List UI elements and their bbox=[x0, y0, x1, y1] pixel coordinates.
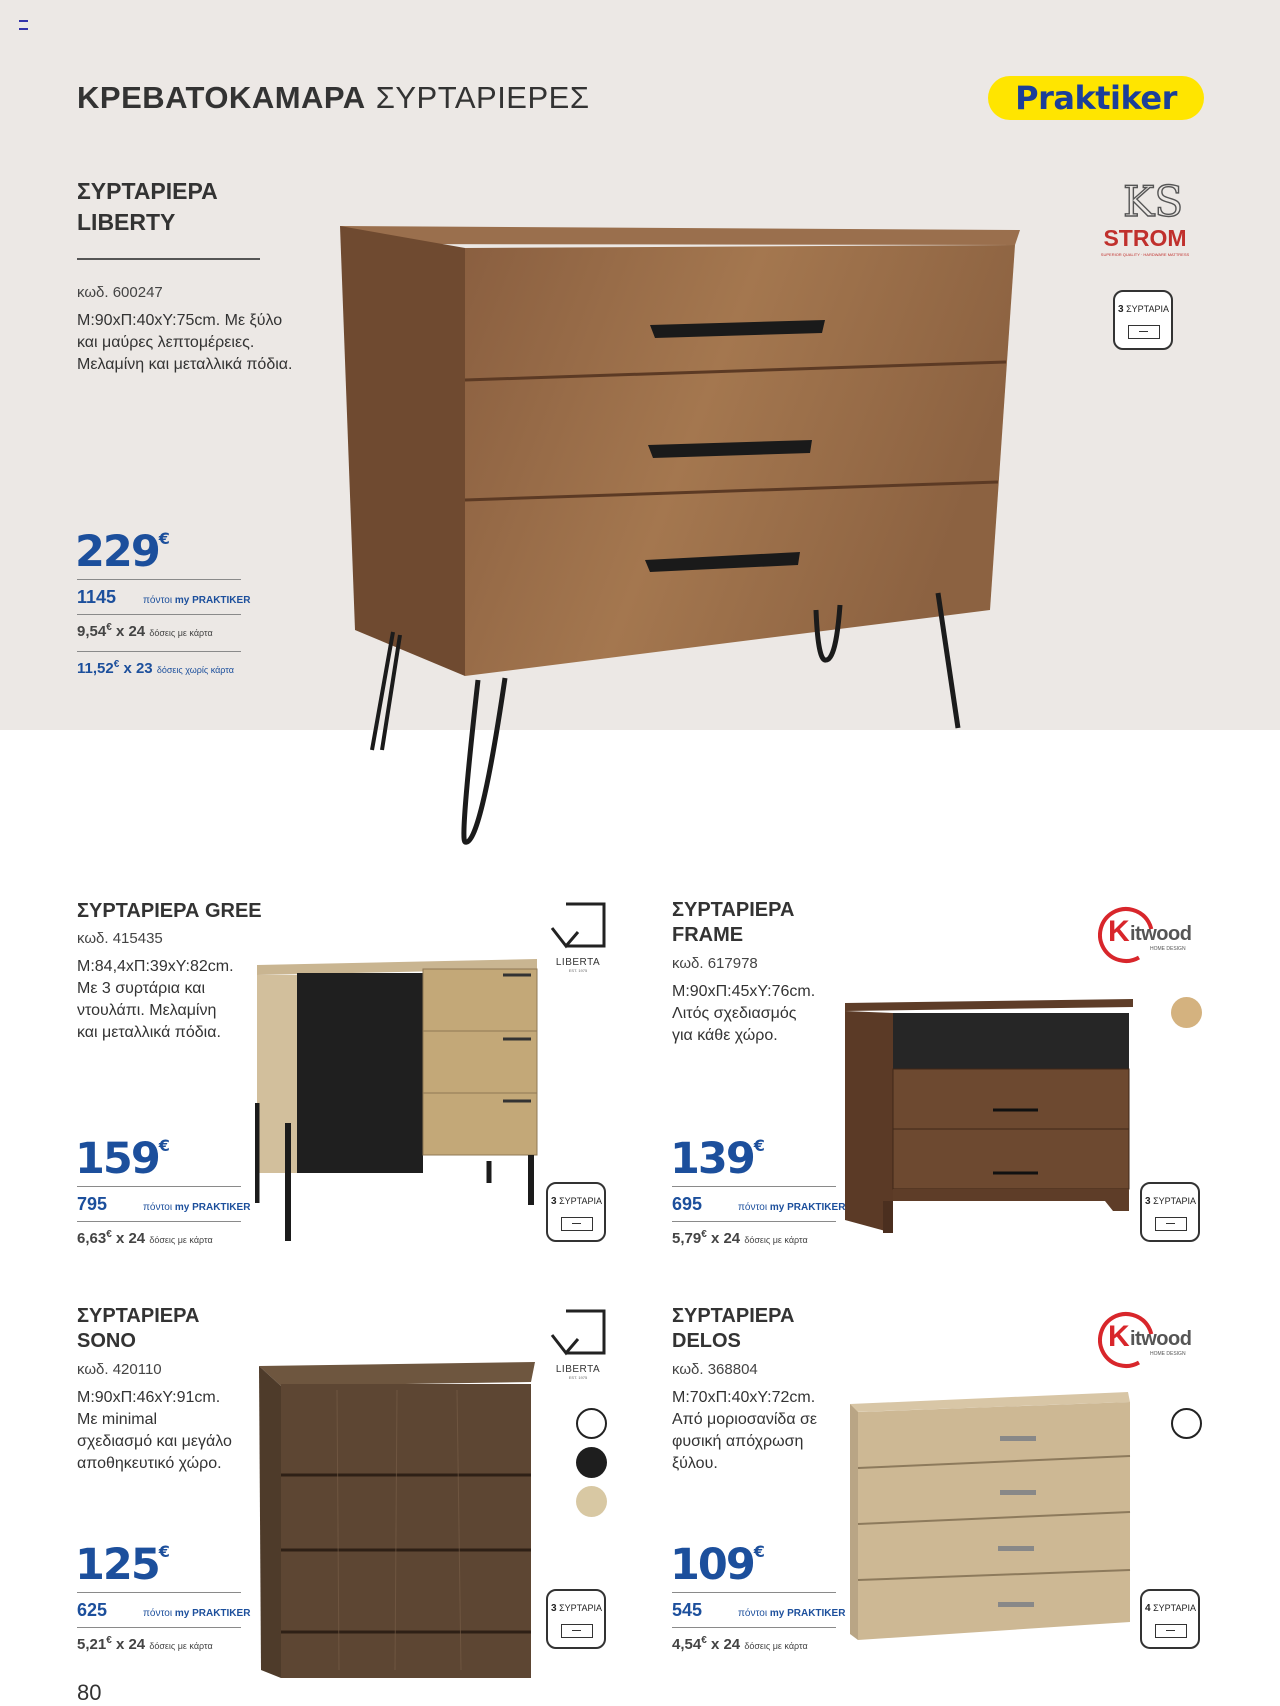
kitwood-logo: K itwood HOME DESIGN bbox=[1098, 905, 1208, 965]
product-title: ΣΥΡΤΑΡΙΕΡΑ LIBERTY bbox=[77, 178, 218, 236]
color-swatch-white[interactable] bbox=[576, 1408, 607, 1439]
praktiker-logo: Praktiker bbox=[988, 76, 1204, 120]
product-title: ΣΥΡΤΑΡΙΕΡΑ GREE bbox=[77, 900, 262, 922]
points-divider bbox=[672, 1221, 836, 1222]
product-code: κωδ. 600247 bbox=[77, 284, 163, 301]
installment-with-card: 4,54€ x 24 δόσεις με κάρτα bbox=[672, 1635, 808, 1653]
drawer-count-badge: 4 ΣΥΡΤΑΡΙΑ bbox=[1140, 1589, 1200, 1649]
strom-logo: KS STROM SUPERIOR QUALITY · HARDWARE MATTRESS bbox=[1080, 178, 1210, 258]
product-description: Μ:90xΠ:46xΥ:91cm. Με minimal σχεδιασμό και μεγάλο αποθηκευτικό χώρο. bbox=[77, 1389, 232, 1473]
liberta-mark-icon bbox=[548, 1307, 608, 1359]
points-divider bbox=[77, 1221, 241, 1222]
product-title: ΣΥΡΤΑΡΙΕΡΑ FRAME bbox=[672, 899, 795, 946]
product-description: Μ:90xΠ:40xΥ:75cm. Με ξύλο και μαύρες λεπτομέρειες. Μελαμίνη και μεταλλικά πόδια. bbox=[77, 312, 293, 374]
price-divider bbox=[77, 579, 241, 580]
points-divider bbox=[672, 1627, 836, 1628]
product-image-sono bbox=[257, 1360, 537, 1680]
section-title: ΚΡΕΒΑΤΟΚΑΜΑΡΑ bbox=[77, 80, 366, 115]
points-row: 1145 πόντοι my PRAKTIKER bbox=[77, 587, 251, 607]
drawer-icon bbox=[1128, 325, 1160, 339]
drawer-icon bbox=[561, 1217, 593, 1231]
menu-icon[interactable] bbox=[19, 20, 28, 30]
liberta-logo: LIBERTA EST. 1975 bbox=[548, 900, 608, 972]
points-row: 795 πόντοι my PRAKTIKER bbox=[77, 1194, 251, 1214]
drawer-count-badge: 3 ΣΥΡΤΑΡΙΑ bbox=[1140, 1182, 1200, 1242]
title-divider bbox=[77, 258, 260, 260]
installment-with-card: 9,54€ x 24 δόσεις με κάρτα bbox=[77, 622, 213, 640]
drawer-icon bbox=[1155, 1217, 1187, 1231]
product-code: κωδ. 368804 bbox=[672, 1361, 758, 1378]
installment-divider bbox=[77, 651, 241, 652]
points-row: 695 πόντοι my PRAKTIKER bbox=[672, 1194, 846, 1214]
product-code: κωδ. 617978 bbox=[672, 955, 758, 972]
color-swatch-oak[interactable] bbox=[1171, 997, 1202, 1028]
svg-text:KS: KS bbox=[1123, 178, 1184, 222]
kitwood-logo: K itwood HOME DESIGN bbox=[1098, 1310, 1208, 1370]
product-description: Μ:90xΠ:45xΥ:76cm. Λιτός σχεδιασμός για κάθε χώρο. bbox=[672, 983, 816, 1045]
price-divider bbox=[77, 1186, 241, 1187]
product-price: 139€ bbox=[670, 1134, 765, 1184]
drawer-icon bbox=[1155, 1624, 1187, 1638]
points-divider bbox=[77, 614, 241, 615]
product-price: 229€ bbox=[75, 527, 170, 577]
subsection-title: ΣΥΡΤΑΡΙΕΡΕΣ bbox=[375, 80, 590, 115]
product-code: κωδ. 415435 bbox=[77, 930, 163, 947]
strom-monogram-icon bbox=[1080, 178, 1210, 222]
product-price: 159€ bbox=[75, 1134, 170, 1184]
product-image-gree bbox=[255, 955, 545, 1245]
installment-without-card: 11,52€ x 23 δόσεις χωρίς κάρτα bbox=[77, 659, 234, 677]
product-description: Μ:84,4xΠ:39xΥ:82cm. Με 3 συρτάρια και ντουλάπι. Μελαμίνη και μεταλλικά πόδια. bbox=[77, 958, 234, 1042]
price-divider bbox=[672, 1592, 836, 1593]
installment-with-card: 5,21€ x 24 δόσεις με κάρτα bbox=[77, 1635, 213, 1653]
product-title: ΣΥΡΤΑΡΙΕΡΑ SONO bbox=[77, 1305, 200, 1352]
product-image-liberty bbox=[330, 200, 1030, 850]
liberta-mark-icon bbox=[548, 900, 608, 952]
installment-with-card: 5,79€ x 24 δόσεις με κάρτα bbox=[672, 1229, 808, 1247]
drawer-count-badge: 3 ΣΥΡΤΑΡΙΑ bbox=[546, 1589, 606, 1649]
price-divider bbox=[672, 1186, 836, 1187]
points-row: 545 πόντοι my PRAKTIKER bbox=[672, 1600, 846, 1620]
product-code: κωδ. 420110 bbox=[77, 1361, 162, 1378]
product-price: 109€ bbox=[670, 1540, 765, 1590]
color-swatch-white[interactable] bbox=[1171, 1408, 1202, 1439]
points-divider bbox=[77, 1627, 241, 1628]
drawer-count-badge: 3 ΣΥΡΤΑΡΙΑ bbox=[546, 1182, 606, 1242]
product-title: ΣΥΡΤΑΡΙΕΡΑ DELOS bbox=[672, 1305, 795, 1352]
page-number: 80 bbox=[77, 1680, 102, 1705]
points-row: 625 πόντοι my PRAKTIKER bbox=[77, 1600, 251, 1620]
installment-with-card: 6,63€ x 24 δόσεις με κάρτα bbox=[77, 1229, 213, 1247]
price-divider bbox=[77, 1592, 241, 1593]
drawer-icon bbox=[561, 1624, 593, 1638]
liberta-logo: LIBERTA EST. 1975 bbox=[548, 1307, 608, 1379]
product-image-frame bbox=[843, 995, 1138, 1245]
color-swatch-sonoma[interactable] bbox=[576, 1486, 607, 1517]
page-title bbox=[77, 80, 590, 116]
product-price: 125€ bbox=[75, 1540, 170, 1590]
product-image-delos bbox=[848, 1390, 1133, 1650]
product-description: Μ:70xΠ:40xΥ:72cm. Από μοριοσανίδα σε φυσική απόχρωση ξύλου. bbox=[672, 1389, 818, 1473]
color-swatch-black[interactable] bbox=[576, 1447, 607, 1478]
drawer-count-badge: 3 ΣΥΡΤΑΡΙΑ bbox=[1113, 290, 1173, 350]
